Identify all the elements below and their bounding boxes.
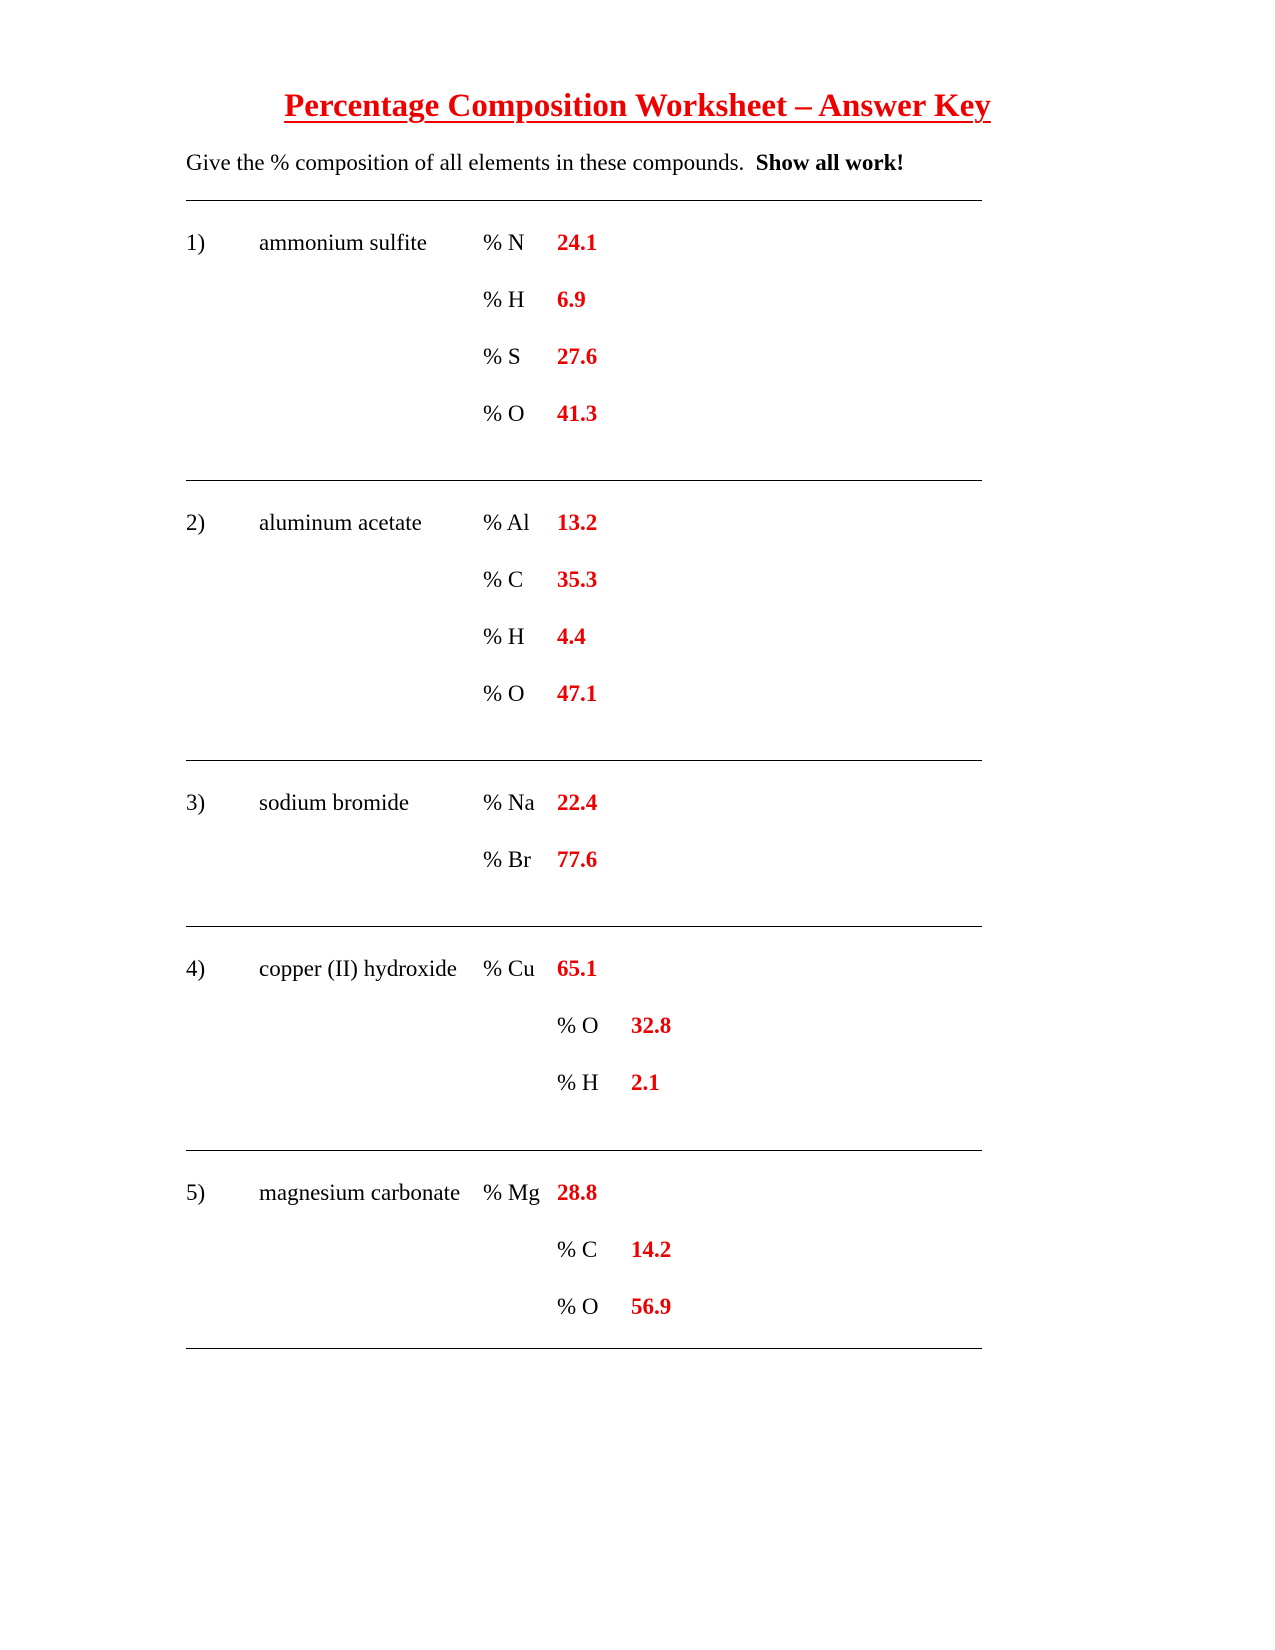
answer-value: 4.4 bbox=[557, 624, 586, 649]
divider bbox=[186, 926, 982, 927]
element-label: % H bbox=[483, 624, 525, 649]
instructions-text: Give the % composition of all elements in these compounds. bbox=[186, 150, 745, 175]
element-label: % Cu bbox=[483, 956, 535, 981]
element-label: % Mg bbox=[483, 1180, 540, 1205]
answer-value: 32.8 bbox=[631, 1013, 672, 1038]
element-label: % H bbox=[557, 1070, 599, 1095]
answer-value: 24.1 bbox=[557, 230, 598, 255]
answer-value: 6.9 bbox=[557, 287, 586, 312]
answer-value: 14.2 bbox=[631, 1237, 672, 1262]
answer-value: 41.3 bbox=[557, 401, 598, 426]
element-label: % N bbox=[483, 230, 525, 255]
answer-value: 28.8 bbox=[557, 1180, 598, 1205]
answer-value: 13.2 bbox=[557, 510, 598, 535]
element-label: % O bbox=[557, 1294, 599, 1319]
element-label: % Al bbox=[483, 510, 530, 535]
answer-value: 27.6 bbox=[557, 344, 598, 369]
problem-number: 5) bbox=[186, 1180, 206, 1205]
compound-name: ammonium sulfite bbox=[259, 230, 428, 255]
problem-number: 3) bbox=[186, 790, 206, 815]
compound-name: sodium bromide bbox=[259, 790, 410, 815]
answer-value: 77.6 bbox=[557, 847, 598, 872]
page-title: Percentage Composition Worksheet – Answer Key bbox=[284, 88, 991, 124]
element-label: % Na bbox=[483, 790, 535, 815]
answer-value: 22.4 bbox=[557, 790, 598, 815]
divider bbox=[186, 1150, 982, 1151]
problem-number: 1) bbox=[186, 230, 206, 255]
element-label: % C bbox=[483, 567, 524, 592]
instructions-emphasis: Show all work! bbox=[755, 150, 905, 175]
problem-number: 2) bbox=[186, 510, 206, 535]
element-label: % O bbox=[557, 1013, 599, 1038]
element-label: % O bbox=[483, 681, 525, 706]
answer-value: 65.1 bbox=[557, 956, 598, 981]
problem-number: 4) bbox=[186, 956, 206, 981]
divider bbox=[186, 760, 982, 761]
divider bbox=[186, 480, 982, 481]
compound-name: magnesium carbonate bbox=[259, 1180, 461, 1205]
element-label: % C bbox=[557, 1237, 598, 1262]
element-label: % O bbox=[483, 401, 525, 426]
answer-value: 35.3 bbox=[557, 567, 598, 592]
element-label: % S bbox=[483, 344, 521, 369]
divider bbox=[186, 200, 982, 201]
element-label: % Br bbox=[483, 847, 531, 872]
divider bbox=[186, 1348, 982, 1349]
compound-name: aluminum acetate bbox=[259, 510, 422, 535]
answer-value: 56.9 bbox=[631, 1294, 672, 1319]
answer-value: 47.1 bbox=[557, 681, 598, 706]
answer-value: 2.1 bbox=[631, 1070, 660, 1095]
compound-name: copper (II) hydroxide bbox=[259, 956, 457, 981]
element-label: % H bbox=[483, 287, 525, 312]
instructions bbox=[186, 150, 904, 176]
